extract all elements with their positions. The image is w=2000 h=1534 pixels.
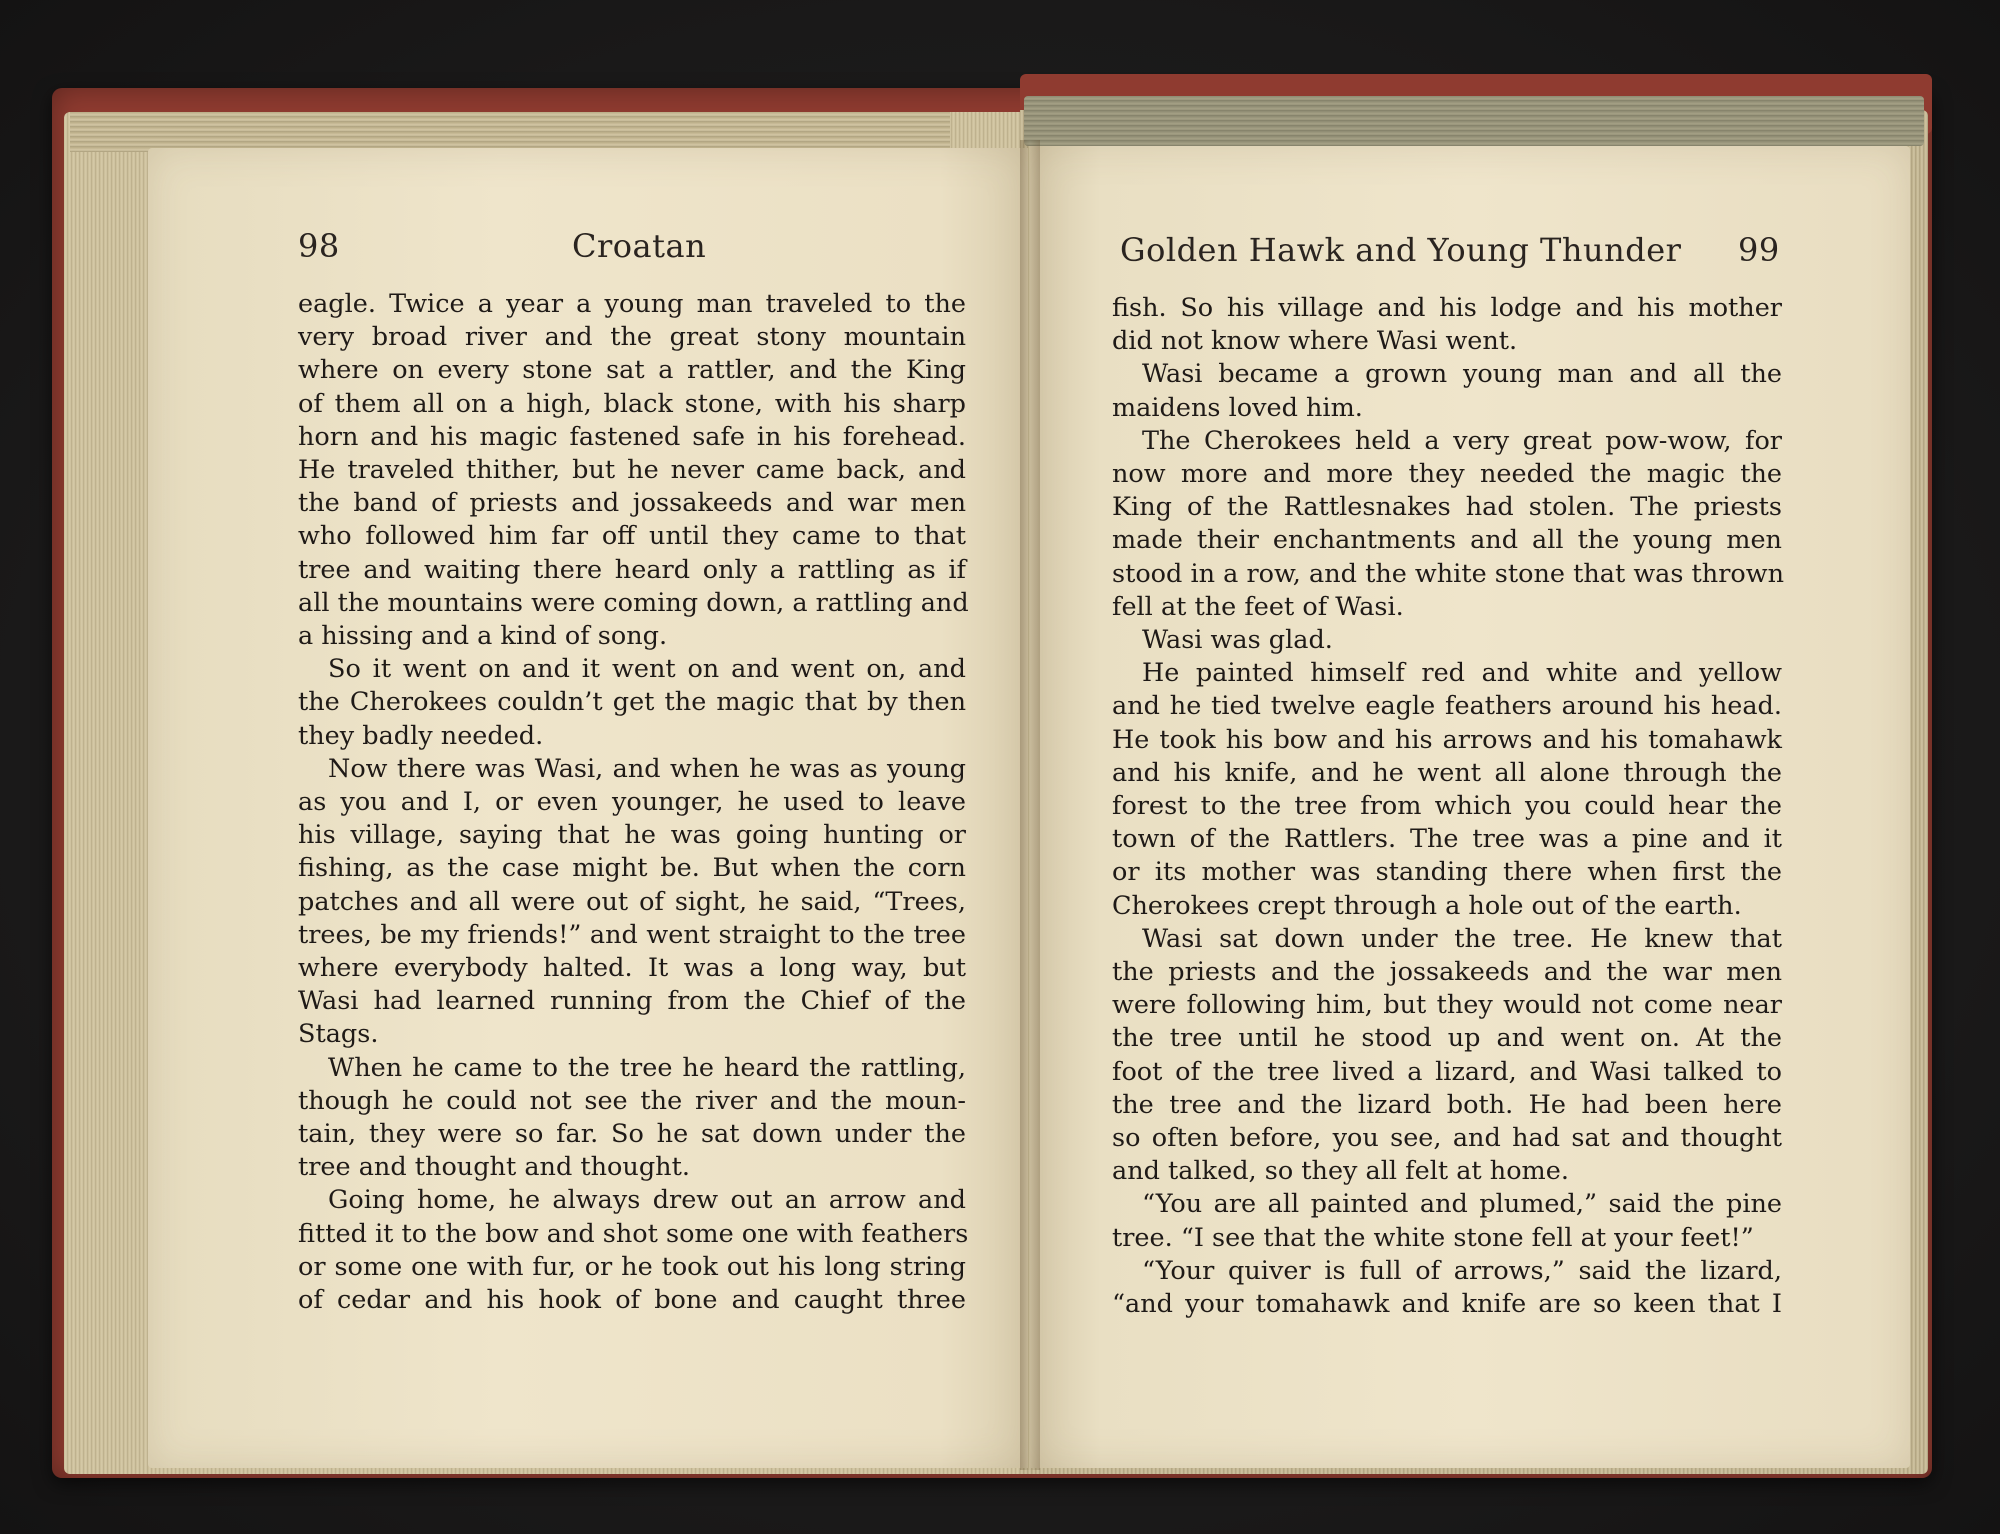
text-line: He traveled thither, but he never came back, and [298,455,966,486]
text-line: So it went on and it went on and went on, and [328,654,966,685]
text-line: were following him, but they would not come near [1112,990,1782,1021]
text-line: Wasi sat down under the tree. He knew that [1142,923,1782,954]
text-line: or some one with fur, or he took out his long string [298,1251,966,1282]
book-gutter [1020,140,1040,1470]
text-line: the band of priests and jossakeeds and war men [298,488,966,519]
text-line: where on every stone sat a rattler, and the King [298,355,966,386]
text-line: He painted himself red and white and yellow [1142,658,1782,689]
text-line: very broad river and the great stony mountain [298,322,966,353]
text-line: of them all on a high, black stone, with his sharp [298,388,966,419]
text-line: patches and all were out of sight, he said, “Trees, [298,886,966,917]
text-line: his village, saying that he was going hunting or [298,820,966,851]
text-line: foot of the tree lived a lizard, and Wasi talked to [1112,1056,1782,1087]
text-line: tree and waiting there heard only a rattling as if [298,554,966,585]
text-line: did not know where Wasi went. [1112,326,1518,357]
text-line: and his knife, and he went all alone through the [1112,757,1782,788]
text-line: He took his bow and his arrows and his tomahawk [1112,724,1782,755]
text-line: “Your quiver is full of arrows,” said the lizard, [1142,1255,1782,1286]
text-line: maidens loved him. [1112,392,1363,423]
text-line: the tree and the lizard both. He had been here [1112,1089,1782,1120]
text-line: a hissing and a kind of song. [298,621,668,652]
text-line: “and your tomahawk and knife are so keen that I [1112,1289,1782,1320]
text-line: where everybody halted. It was a long way, but [298,953,966,984]
text-line: and talked, so they all felt at home. [1112,1156,1569,1187]
text-line: and he tied twelve eagle feathers around his head. [1112,691,1782,722]
text-line: fell at the feet of Wasi. [1112,591,1404,622]
text-line: Going home, he always drew out an arrow and [328,1185,966,1216]
right-page-text [1112,292,1785,1321]
text-line: King of the Rattlesnakes had stolen. The priests [1112,492,1782,523]
text-line: so often before, you see, and had sat and thought [1112,1123,1782,1154]
text-line: horn and his magic fastened safe in his forehead. [298,421,966,452]
text-line: of cedar and his hook of bone and caught three [298,1285,966,1316]
left-page-text [298,288,969,1317]
text-line: eagle. Twice a year a young man traveled to the [298,289,966,319]
text-line: who followed him far off until they came to that [298,521,966,552]
text-line: though he could not see the river and the moun- [298,1085,966,1116]
text-line: fish. So his village and his lodge and his mother [1112,293,1782,323]
text-line: made their enchantments and all the young men [1112,525,1782,556]
text-line: tree and thought and thought. [298,1152,690,1183]
text-line: Cherokees crept through a hole out of the earth. [1112,890,1742,921]
text-line: “You are all painted and plumed,” said the pine [1142,1189,1782,1220]
text-line: forest to the tree from which you could hear the [1112,791,1782,822]
text-line: tain, they were so far. So he sat down under the [298,1119,966,1150]
text-line: fishing, as the case might be. But when the corn [298,853,966,884]
text-line: tree. “I see that the white stone fell at your feet!” [1112,1222,1754,1253]
text-line: Stags. [298,1019,379,1050]
text-line: the tree until he stood up and went on. At the [1112,1023,1782,1054]
left-running-head: Croatan [572,227,707,265]
text-line: now more and more they needed the magic the [1112,459,1782,490]
text-line: Wasi became a grown young man and all the [1142,359,1782,390]
right-page-number: 99 [1738,231,1780,269]
text-line: town of the Rattlers. The tree was a pine and it [1112,824,1782,855]
left-page-edges [70,112,950,152]
text-line: or its mother was standing there when first the [1112,857,1782,888]
text-line: Wasi had learned running from the Chief of the [298,986,966,1017]
text-line: When he came to the tree he heard the rattling, [328,1052,966,1083]
text-line: Now there was Wasi, and when he was as young [328,753,966,784]
text-line: trees, be my friends!” and went straight to the tree [298,919,966,950]
text-line: as you and I, or even younger, he used to leave [298,787,966,818]
text-line: the Cherokees couldn’t get the magic that by then [298,687,966,718]
right-running-head: Golden Hawk and Young Thunder [1120,231,1682,269]
text-line: fitted it to the bow and shot some one with feathers [298,1218,969,1249]
text-line: they badly needed. [298,720,544,751]
text-line: all the mountains were coming down, a rattling and [298,587,969,618]
text-line: Wasi was glad. [1142,625,1333,656]
text-line: The Cherokees held a very great pow-wow, for [1142,425,1782,456]
right-page-edges [1024,96,1924,146]
text-line: the priests and the jossakeeds and the war men [1112,957,1782,988]
text-line: stood in a row, and the white stone that was thrown [1112,558,1785,589]
left-page-number: 98 [298,227,340,265]
